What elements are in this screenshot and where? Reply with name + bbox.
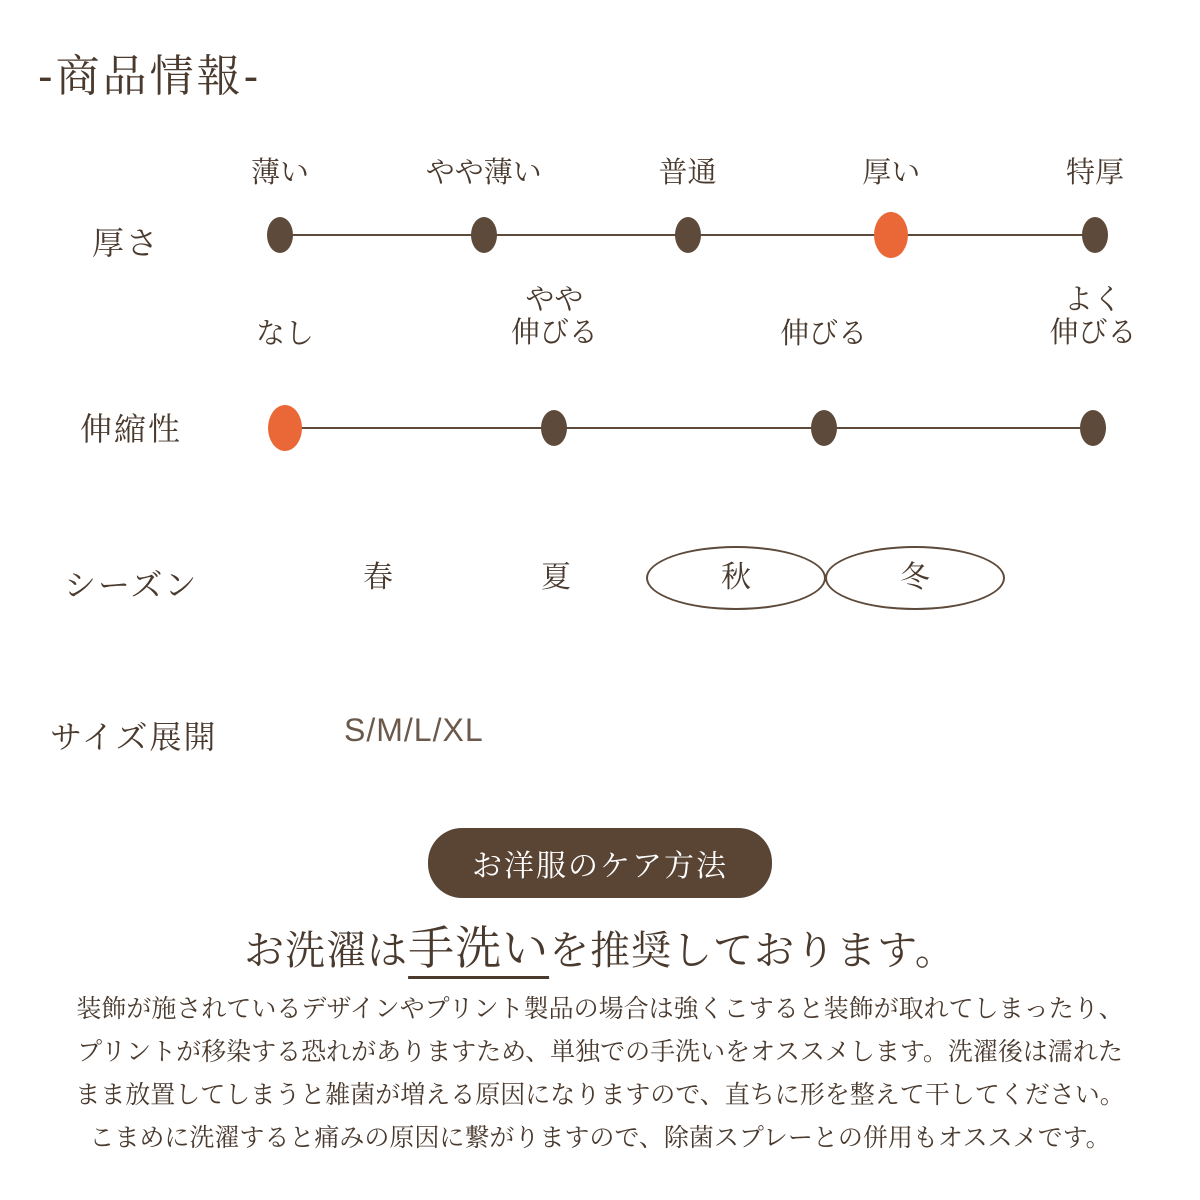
care-body-line: まま放置してしまうと雑菌が増える原因になりますので、直ちに形を整えて干してください。	[75, 1081, 1125, 1109]
season-item-0: 春	[363, 561, 393, 594]
scale-node-label: 伸びる	[780, 318, 868, 350]
size-label: サイズ展開	[50, 719, 218, 755]
scale-node	[471, 217, 497, 253]
care-body-line: プリントが移染する恐れがありますため、単独での手洗いをオススメします。洗濯後は濡れた	[77, 1038, 1123, 1066]
scale-node	[541, 410, 567, 446]
scale-node-label: やや 伸びる	[510, 284, 598, 350]
care-body-line: こまめに洗濯すると痛みの原因に繋がりますので、除菌スプレーとの併用もオススメです。	[89, 1124, 1111, 1152]
season-item-3: 冬	[825, 546, 1005, 610]
scale-node-label: 普通	[658, 157, 717, 189]
scale-node	[874, 212, 908, 258]
scale-node	[268, 405, 302, 451]
care-body-text	[55, 988, 1145, 1160]
season-item-2: 秋	[646, 546, 826, 610]
stretch-scale-line	[285, 427, 1093, 429]
care-headline-suffix: を推奨しております。	[549, 929, 956, 973]
spec-label-stretch: 伸縮性	[80, 411, 183, 447]
scale-node-label: 特厚	[1065, 157, 1125, 189]
scale-node-label: 厚い	[862, 157, 921, 189]
scale-node	[1080, 410, 1106, 446]
care-headline-emphasis: 手洗い	[408, 922, 549, 979]
care-headline-prefix: お洗濯は	[244, 929, 409, 973]
care-method-badge: お洋服のケア方法	[428, 828, 772, 898]
season-item-1: 夏	[541, 561, 571, 594]
scale-node-label: やや薄い	[425, 157, 542, 189]
spec-label-thickness: 厚さ	[92, 225, 161, 261]
page-title: -商品情報-	[38, 52, 262, 101]
season-label: シーズン	[64, 567, 199, 603]
size-value: S/M/L/XL	[344, 712, 484, 748]
scale-node-label: よく 伸びる	[1049, 284, 1137, 350]
stretch-scale	[285, 398, 1093, 458]
scale-node-label: 薄い	[250, 157, 310, 189]
scale-node	[267, 217, 293, 253]
scale-node-label: なし	[255, 318, 315, 350]
scale-node	[811, 410, 837, 446]
scale-node	[1082, 217, 1108, 253]
scale-node	[675, 217, 701, 253]
care-headline	[244, 912, 956, 978]
care-body-line: 装飾が施されているデザインやプリント製品の場合は強くこすると装飾が取れてしまったり、	[76, 995, 1124, 1023]
thickness-scale	[280, 205, 1095, 265]
